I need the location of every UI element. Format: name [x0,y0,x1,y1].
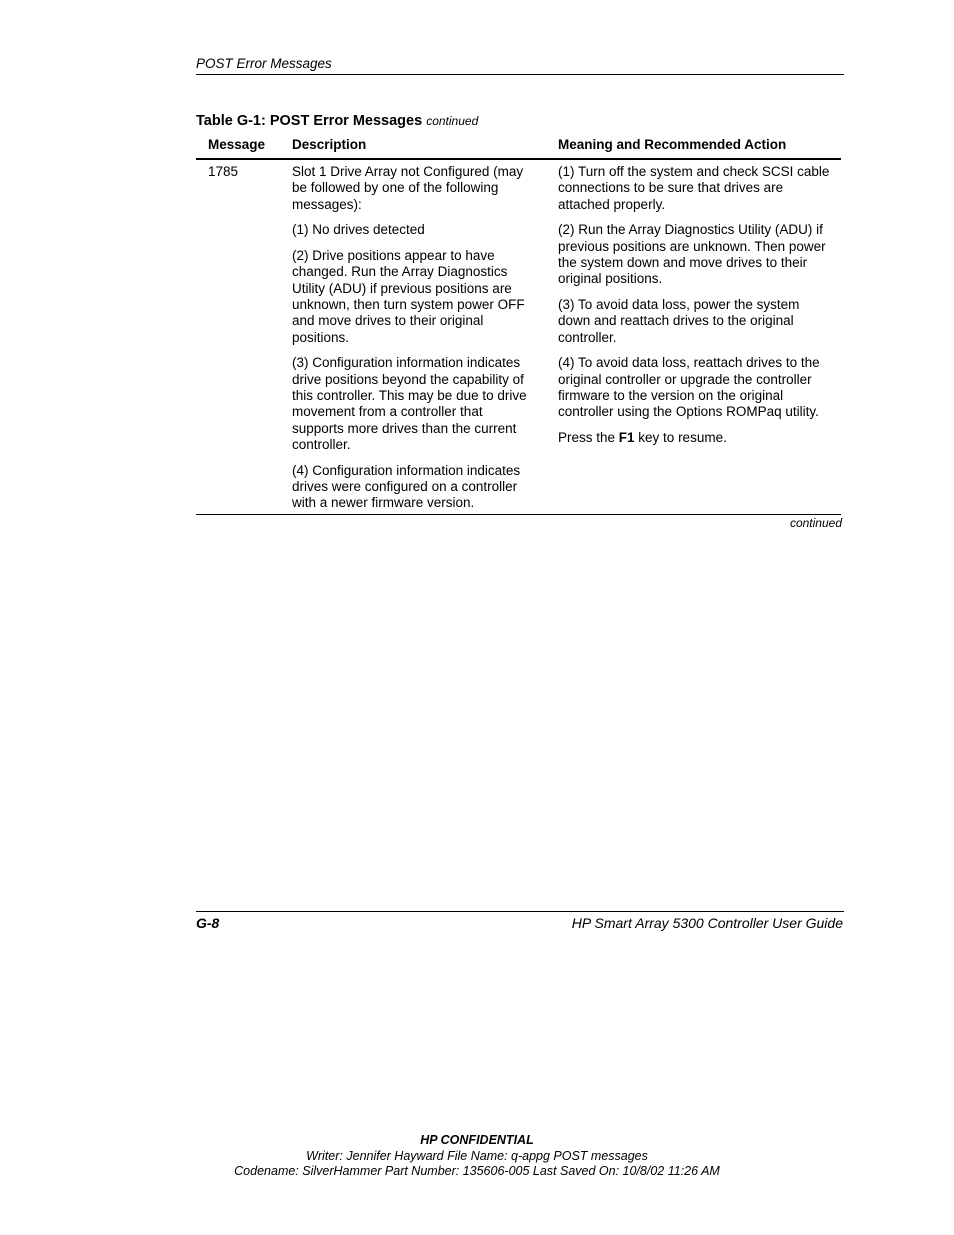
column-header-description: Description [292,137,367,152]
description-paragraph: Slot 1 Drive Array not Configured (may be followed by one of the following messages): [292,164,524,212]
description-paragraph: (1) No drives detected [292,222,425,238]
book-title: HP Smart Array 5300 Controller User Guide [571,915,843,931]
table-bottom-rule [196,514,841,515]
confidential-writer-line: Writer: Jennifer Hayward File Name: q-appg POST messages [306,1148,648,1163]
header-rule [196,74,844,75]
description-cell [292,164,538,521]
description-paragraph: (3) Configuration information indicates drive positions beyond the capability of this controller. This may be due to drive movement from a controller that supports more drives than the current controller. [292,355,527,452]
resume-prefix: Press the [558,430,619,446]
action-paragraph: (2) Run the Array Diagnostics Utility (ADU) if previous positions are unknown. Then power the system down and move drives to their original positions. [558,222,826,287]
description-paragraph: (4) Configuration information indicates drives were configured on a controller with a newer firmware version. [292,462,521,511]
confidential-codename-line: Codename: SilverHammer Part Number: 135606-005 Last Saved On: 10/8/02 11:26 AM [234,1164,720,1178]
action-cell [558,164,834,456]
table-caption-continued: continued [426,114,479,128]
table-caption-title: Table G-1: POST Error Messages [196,113,423,129]
message-code: 1785 [208,164,239,179]
table-caption [196,113,478,129]
resume-instruction [558,430,834,446]
table-top-rule [196,158,841,160]
action-paragraph: (4) To avoid data loss, reattach drives to the original controller or upgrade the controller firmware to the version on the original controller using the Options ROMPaq utility. [558,355,820,420]
description-paragraph: (2) Drive positions appear to have changed. Run the Array Diagnostics Utility (ADU) if previous positions are unknown, then turn system power OFF and move drives to their original positions. [292,248,525,345]
resume-key: F1 [618,430,635,446]
page-number: G-8 [196,915,220,931]
column-header-message: Message [208,137,266,152]
confidential-block [0,1133,954,1180]
resume-suffix: key to resume. [634,430,727,446]
confidential-label: HP CONFIDENTIAL [420,1133,534,1147]
column-header-action: Meaning and Recommended Action [558,137,787,152]
action-paragraph: (3) To avoid data loss, power the system down and reattach drives to the original controller. [558,297,800,345]
continued-label: continued [789,516,842,530]
action-paragraph: (1) Turn off the system and check SCSI cable connections to be sure that drives are attached properly. [558,164,830,212]
running-header: POST Error Messages [196,56,332,71]
footer-rule [196,911,844,912]
